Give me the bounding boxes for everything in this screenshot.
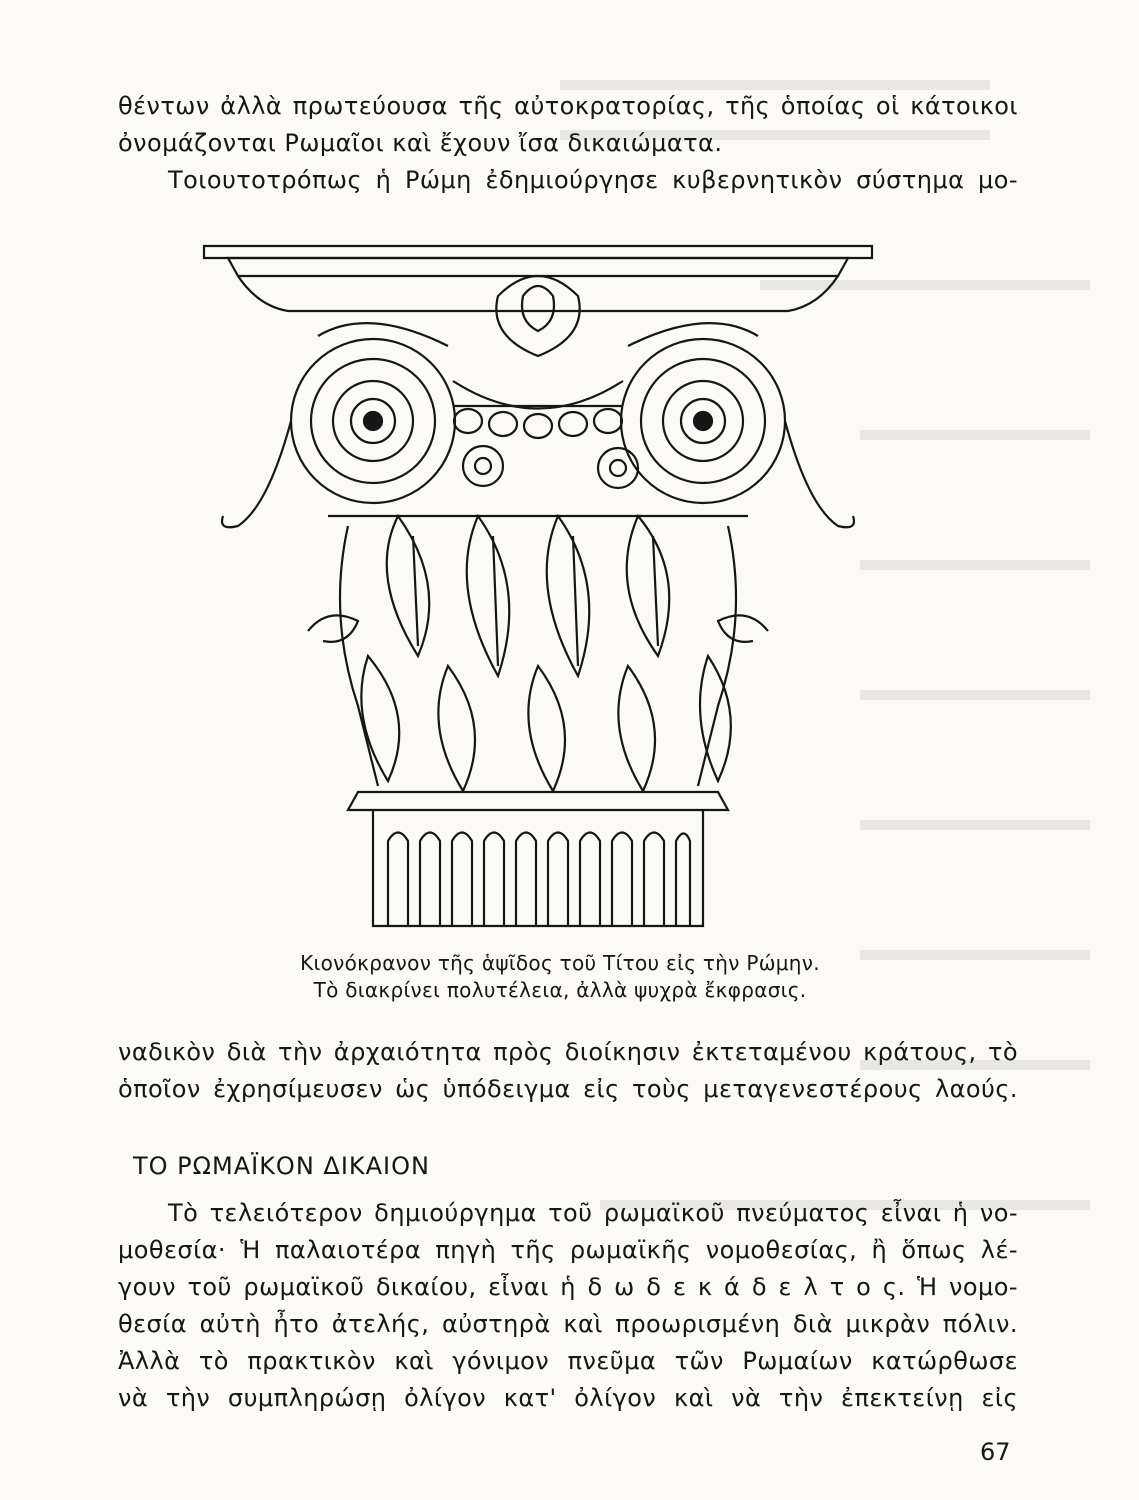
text-line: θεσία αὐτὴ ἦτο ἀτελής, αὐστηρὰ καὶ προωρισμένη διὰ μικρὰν πόλιν. <box>118 1310 1018 1338</box>
corinthian-capital-icon <box>198 236 878 936</box>
page-number: 67 <box>980 1438 1011 1466</box>
text-line: Ἀλλὰ τὸ πρακτικὸν καὶ γόνιμον πνεῦμα τῶν Ρωμαίων κατώρθωσε <box>118 1347 1018 1375</box>
text-line: νὰ τὴν συμπληρώσῃ ὀλίγον κατ' ὀλίγον καὶ νὰ τὴν ἐπεκτείνῃ εἰς <box>118 1384 1018 1412</box>
text-line: Τοιουτοτρόπως ἡ Ρώμη ἐδημιούργησε κυβερνητικὸν σύστημα μο- <box>168 166 1018 194</box>
figure-caption: Τὸ διακρίνει πολυτέλεια, ἀλλὰ ψυχρὰ ἔκφρασις. <box>313 978 807 1002</box>
text-line: ναδικὸν διὰ τὴν ἀρχαιότητα πρὸς διοίκησιν ἐκτεταμένου κράτους, τὸ <box>118 1038 1018 1066</box>
text-line: Τὸ τελειότερον δημιούργημα τοῦ ρωμαϊκοῦ πνεύματος εἶναι ἡ νο- <box>168 1199 1018 1227</box>
text-line: θέντων ἀλλὰ πρωτεύουσα τῆς αὐτοκρατορίας, τῆς ὁποίας οἱ κάτοικοι <box>118 92 1018 120</box>
text-line: ὀνομάζονται Ρωμαῖοι καὶ ἔχουν ἴσα δικαιώματα. <box>118 129 723 157</box>
text-line: γουν τοῦ ρωμαϊκοῦ δικαίου, εἶναι ἡ δ ω δ ε κ ά δ ε λ τ ο ς. Ἡ νομο- <box>118 1273 1018 1301</box>
text-line: ὁποῖον ἐχρησίμευσεν ὡς ὑπόδειγμα εἰς τοὺς μεταγενεστέρους λαούς. <box>118 1075 1018 1103</box>
section-heading: ΤΟ ΡΩΜΑΪΚΟΝ ΔΙΚΑΙΟΝ <box>133 1152 430 1180</box>
text-line: μοθεσία· Ἡ παλαιοτέρα πηγὴ τῆς ρωμαϊκῆς νομοθεσίας, ἢ ὅπως λέ- <box>118 1236 1018 1264</box>
figure-caption: Κιονόκρανον τῆς ἁψῖδος τοῦ Τίτου εἰς τὴν Ρώμην. <box>300 951 820 975</box>
